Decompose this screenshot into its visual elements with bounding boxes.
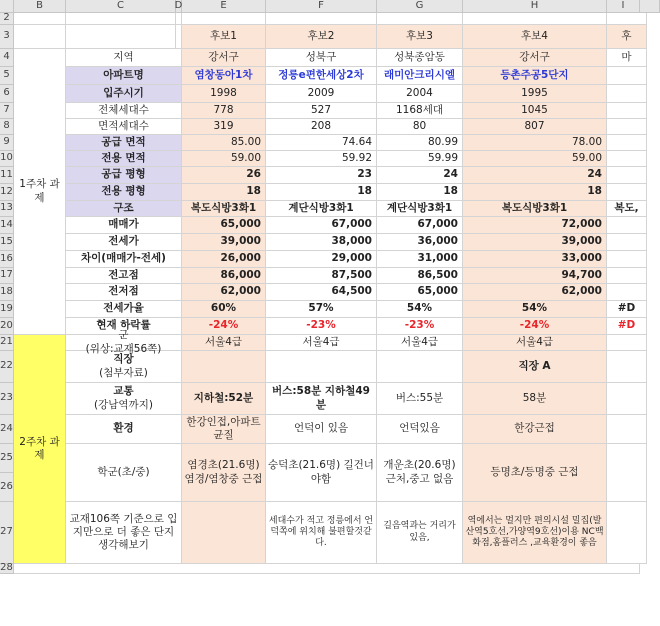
row-header-9[interactable]: 9 xyxy=(0,135,14,151)
value-env-3[interactable]: 언덕있음 xyxy=(377,415,463,444)
row-header-8[interactable]: 8 xyxy=(0,119,14,135)
value-region-2[interactable]: 성북구 xyxy=(266,49,377,67)
value-area-units-1[interactable]: 319 xyxy=(182,119,266,135)
label-diff: 차이(매매가-전세) xyxy=(66,251,182,268)
label-env xyxy=(66,415,182,444)
value-exclusive-pyeong-3[interactable]: 18 xyxy=(377,184,463,201)
row-header-15[interactable]: 15 xyxy=(0,234,14,251)
label-exclusive-area: 전용 면적 xyxy=(66,151,182,167)
value-structure-4[interactable]: 복도식방3화1 xyxy=(463,201,607,217)
value-gun-2[interactable]: 서울4급 xyxy=(266,335,377,351)
value-high-2[interactable]: 87,500 xyxy=(266,268,377,284)
value-drop-rate-1[interactable]: -24% xyxy=(182,318,266,335)
label-jeonse-ratio: 전세가율 xyxy=(66,301,182,318)
value-sale-price-5[interactable] xyxy=(607,217,647,234)
value-region-3[interactable]: 성북종암동 xyxy=(377,49,463,67)
value-low-3[interactable]: 65,000 xyxy=(377,284,463,301)
label-move-in: 입주시기 xyxy=(66,85,182,103)
value-total-units-1[interactable]: 778 xyxy=(182,103,266,119)
value-supply-pyeong-3[interactable]: 24 xyxy=(377,167,463,184)
row-header-25[interactable]: 25 xyxy=(0,444,14,473)
label-structure: 구조 xyxy=(66,201,182,217)
value-jeonse-ratio-4[interactable]: 54% xyxy=(463,301,607,318)
column-header-j[interactable] xyxy=(640,0,660,13)
empty-cell xyxy=(66,25,176,49)
label-traffic-text: 교통 xyxy=(113,385,134,398)
candidate-header-4: 후보4 xyxy=(463,25,607,49)
row-header-23[interactable]: 23 xyxy=(0,383,14,415)
row-header-7[interactable]: 7 xyxy=(0,103,14,119)
label-gun xyxy=(66,329,182,355)
empty-cell xyxy=(266,13,377,25)
value-note-2[interactable]: 세대수가 적고 정릉에서 언덕쪽에 위치해 불편할것같다. xyxy=(266,502,377,564)
value-supply-area-5[interactable] xyxy=(607,135,647,151)
value-diff-5[interactable] xyxy=(607,251,647,268)
value-gun-4[interactable]: 서울4급 xyxy=(463,335,607,351)
value-total-units-5[interactable] xyxy=(607,103,647,119)
label-supply-pyeong: 공급 평형 xyxy=(66,167,182,184)
label-sale-price: 매매가 xyxy=(66,217,182,234)
column-header-f[interactable]: F xyxy=(266,0,377,13)
value-exclusive-area-5[interactable] xyxy=(607,151,647,167)
value-area-units-4[interactable]: 807 xyxy=(463,119,607,135)
value-school-2[interactable]: 숭덕초(21.6명) 길건너야함 xyxy=(266,444,377,502)
value-traffic-4[interactable]: 58분 xyxy=(463,383,607,415)
label-job-text: 직장 xyxy=(113,353,134,366)
label-apt-name: 아파트명 xyxy=(66,67,182,85)
value-structure-5[interactable]: 복도, xyxy=(607,201,647,217)
label-supply-area: 공급 면적 xyxy=(66,135,182,151)
value-drop-rate-5[interactable]: #D xyxy=(607,318,647,335)
value-note-4[interactable]: 역에서는 멀지만 편의시설 밀집(발산역5호선,가양역9호선)이용 NC백화점,홈플러스 ,교육환경이 좋음 xyxy=(463,502,607,564)
label-total-units: 전체세대수 xyxy=(66,103,182,119)
label-job xyxy=(66,351,182,383)
value-jeonse-price-2[interactable]: 38,000 xyxy=(266,234,377,251)
row-header-26[interactable]: 26 xyxy=(0,473,14,502)
value-structure-2[interactable]: 계단식방3화1 xyxy=(266,201,377,217)
value-jeonse-price-3[interactable]: 36,000 xyxy=(377,234,463,251)
value-note-1[interactable] xyxy=(182,502,266,564)
empty-cell xyxy=(176,25,182,49)
empty-cell xyxy=(14,13,66,25)
value-note-5[interactable] xyxy=(607,502,647,564)
candidate-header-5: 후 xyxy=(607,25,647,49)
row-header-28[interactable]: 28 xyxy=(0,562,13,574)
value-jeonse-price-1[interactable]: 39,000 xyxy=(182,234,266,251)
label-high: 전고점 xyxy=(66,268,182,284)
value-supply-area-2[interactable]: 74.64 xyxy=(266,135,377,151)
value-diff-4[interactable]: 33,000 xyxy=(463,251,607,268)
value-total-units-2[interactable]: 527 xyxy=(266,103,377,119)
row-header-20[interactable]: 20 xyxy=(0,318,14,335)
row-header-22[interactable]: 22 xyxy=(0,351,14,383)
row-header-2[interactable]: 2 xyxy=(0,13,14,25)
empty-cell xyxy=(182,13,266,25)
value-drop-rate-2[interactable]: -23% xyxy=(266,318,377,335)
value-school-1[interactable]: 염경초(21.6명) 염경/염창중 근접 xyxy=(182,444,266,502)
value-traffic-5[interactable] xyxy=(607,383,647,415)
value-env-2[interactable]: 언덕이 있음 xyxy=(266,415,377,444)
value-supply-pyeong-5[interactable] xyxy=(607,167,647,184)
value-job-1[interactable] xyxy=(182,351,266,383)
row-header-19[interactable]: 19 xyxy=(0,301,14,318)
value-total-units-3[interactable]: 1168세대 xyxy=(377,103,463,119)
value-diff-2[interactable]: 29,000 xyxy=(266,251,377,268)
label-region: 지역 xyxy=(66,49,182,67)
value-apt-name-4[interactable]: 등촌주공5단지 xyxy=(463,67,607,85)
label-gun-subtext: (위상:교재56쪽) xyxy=(85,342,162,355)
value-sale-price-4[interactable]: 72,000 xyxy=(463,217,607,234)
value-traffic-2[interactable]: 버스:58분 지하철49분 xyxy=(266,383,377,415)
value-exclusive-pyeong-2[interactable]: 18 xyxy=(266,184,377,201)
value-exclusive-area-4[interactable]: 59.00 xyxy=(463,151,607,167)
value-move-in-1[interactable]: 1998 xyxy=(182,85,266,103)
value-traffic-1[interactable]: 지하철:52분 xyxy=(182,383,266,415)
value-job-5[interactable] xyxy=(607,351,647,383)
value-jeonse-ratio-1[interactable]: 60% xyxy=(182,301,266,318)
value-high-4[interactable]: 94,700 xyxy=(463,268,607,284)
column-header-c[interactable]: C xyxy=(66,0,176,13)
value-apt-name-1[interactable]: 염창동아1차 xyxy=(182,67,266,85)
value-gun-5[interactable] xyxy=(607,335,647,351)
label-note xyxy=(66,502,182,564)
row-header-14[interactable]: 14 xyxy=(0,217,14,234)
value-move-in-2[interactable]: 2009 xyxy=(266,85,377,103)
value-jeonse-ratio-2[interactable]: 57% xyxy=(266,301,377,318)
value-env-1[interactable]: 한강인접,아파트 균질 xyxy=(182,415,266,444)
row-header-27[interactable]: 27 xyxy=(0,502,14,564)
label-low: 전저점 xyxy=(66,284,182,301)
value-move-in-5[interactable] xyxy=(607,85,647,103)
column-header-d[interactable]: D xyxy=(176,0,182,13)
value-region-1[interactable]: 강서구 xyxy=(182,49,266,67)
value-exclusive-pyeong-5[interactable] xyxy=(607,184,647,201)
value-apt-name-5[interactable] xyxy=(607,67,647,85)
value-job-2[interactable] xyxy=(266,351,377,383)
candidate-header-2: 후보2 xyxy=(266,25,377,49)
row-header-10[interactable]: 10 xyxy=(0,151,14,167)
value-low-4[interactable]: 62,000 xyxy=(463,284,607,301)
value-supply-area-3[interactable]: 80.99 xyxy=(377,135,463,151)
value-high-3[interactable]: 86,500 xyxy=(377,268,463,284)
value-drop-rate-4[interactable]: -24% xyxy=(463,318,607,335)
row-header-24[interactable]: 24 xyxy=(0,415,14,444)
value-jeonse-price-4[interactable]: 39,000 xyxy=(463,234,607,251)
value-move-in-3[interactable]: 2004 xyxy=(377,85,463,103)
value-supply-area-1[interactable]: 85.00 xyxy=(182,135,266,151)
value-jeonse-ratio-3[interactable]: 54% xyxy=(377,301,463,318)
label-note-text: 교재106쪽 기준으로 입지만으로 더 좋은 단지 생각해보기 xyxy=(69,512,178,552)
label-env-text: 환경 xyxy=(113,422,134,435)
value-supply-pyeong-2[interactable]: 23 xyxy=(266,167,377,184)
column-header-h[interactable]: H xyxy=(463,0,607,13)
row-header-6[interactable]: 6 xyxy=(0,85,14,103)
value-job-4[interactable]: 직장 A xyxy=(463,351,607,383)
row-header-5[interactable]: 5 xyxy=(0,67,14,85)
value-school-5[interactable] xyxy=(607,444,647,502)
value-move-in-4[interactable]: 1995 xyxy=(463,85,607,103)
value-sale-price-1[interactable]: 65,000 xyxy=(182,217,266,234)
value-exclusive-pyeong-1[interactable]: 18 xyxy=(182,184,266,201)
value-total-units-4[interactable]: 1045 xyxy=(463,103,607,119)
value-region-5[interactable]: 마 xyxy=(607,49,647,67)
row-header-21[interactable]: 21 xyxy=(0,335,14,351)
value-area-units-5[interactable] xyxy=(607,119,647,135)
value-job-3[interactable] xyxy=(377,351,463,383)
value-sale-price-3[interactable]: 67,000 xyxy=(377,217,463,234)
candidate-header-1: 후보1 xyxy=(182,25,266,49)
row-header-17[interactable]: 17 xyxy=(0,268,14,284)
empty-cell xyxy=(377,13,463,25)
value-exclusive-area-1[interactable]: 59.00 xyxy=(182,151,266,167)
column-header-e[interactable]: E xyxy=(182,0,266,13)
column-header-g[interactable]: G xyxy=(377,0,463,13)
empty-cell xyxy=(607,13,647,25)
value-jeonse-price-5[interactable] xyxy=(607,234,647,251)
value-school-4[interactable]: 등명초/등명중 근접 xyxy=(463,444,607,502)
value-school-3[interactable]: 개운초(20.6명) 근처,중고 없음 xyxy=(377,444,463,502)
column-header-b[interactable]: B xyxy=(14,0,66,13)
row-header-16[interactable]: 16 xyxy=(0,251,14,268)
empty-cell xyxy=(463,13,607,25)
label-jeonse-price: 전세가 xyxy=(66,234,182,251)
select-all-corner[interactable] xyxy=(0,0,14,13)
label-gun-text: 군 xyxy=(118,329,129,342)
value-low-2[interactable]: 64,500 xyxy=(266,284,377,301)
value-apt-name-2[interactable]: 정릉e편한세상2차 xyxy=(266,67,377,85)
value-traffic-3[interactable]: 버스:55분 xyxy=(377,383,463,415)
value-gun-1[interactable]: 서울4급 xyxy=(182,335,266,351)
label-job-subtext: (첨부자료) xyxy=(99,366,148,379)
value-low-1[interactable]: 62,000 xyxy=(182,284,266,301)
week1-section-label: 1주차 과제 xyxy=(14,49,66,335)
row-header-4[interactable]: 4 xyxy=(0,49,14,67)
value-high-5[interactable] xyxy=(607,268,647,284)
label-school-text: 학군(초/중) xyxy=(97,465,150,478)
value-diff-1[interactable]: 26,000 xyxy=(182,251,266,268)
value-drop-rate-3[interactable]: -23% xyxy=(377,318,463,335)
label-area-units: 면적세대수 xyxy=(66,119,182,135)
value-env-5[interactable] xyxy=(607,415,647,444)
value-supply-area-4[interactable]: 78.00 xyxy=(463,135,607,151)
value-jeonse-ratio-5[interactable]: #D xyxy=(607,301,647,318)
value-structure-1[interactable]: 복도식방3화1 xyxy=(182,201,266,217)
empty-cell xyxy=(14,25,66,49)
value-structure-3[interactable]: 계단식방3화1 xyxy=(377,201,463,217)
value-gun-3[interactable]: 서울4급 xyxy=(377,335,463,351)
value-region-4[interactable]: 강서구 xyxy=(463,49,607,67)
value-area-units-3[interactable]: 80 xyxy=(377,119,463,135)
row-header-12[interactable]: 12 xyxy=(0,184,14,201)
label-school xyxy=(66,444,182,502)
value-exclusive-area-3[interactable]: 59.99 xyxy=(377,151,463,167)
empty-cell xyxy=(14,564,640,574)
empty-cell xyxy=(66,13,176,25)
value-low-5[interactable] xyxy=(607,284,647,301)
label-exclusive-pyeong: 전용 평형 xyxy=(66,184,182,201)
label-traffic xyxy=(66,383,182,415)
row-header-13[interactable]: 13 xyxy=(0,201,14,217)
value-area-units-2[interactable]: 208 xyxy=(266,119,377,135)
value-exclusive-pyeong-4[interactable]: 18 xyxy=(463,184,607,201)
row-header-3[interactable]: 3 xyxy=(0,25,14,49)
value-diff-3[interactable]: 31,000 xyxy=(377,251,463,268)
value-high-1[interactable]: 86,000 xyxy=(182,268,266,284)
value-supply-pyeong-4[interactable]: 24 xyxy=(463,167,607,184)
value-exclusive-area-2[interactable]: 59.92 xyxy=(266,151,377,167)
row-header-11[interactable]: 11 xyxy=(0,167,14,184)
label-drop-rate: 현재 하락률 xyxy=(66,318,182,335)
week2-section-label: 2주차 과제 xyxy=(14,335,66,564)
column-header-i[interactable]: I xyxy=(607,0,640,13)
value-supply-pyeong-1[interactable]: 26 xyxy=(182,167,266,184)
value-sale-price-2[interactable]: 67,000 xyxy=(266,217,377,234)
value-note-3[interactable]: 길음역과는 거리가 있음, xyxy=(377,502,463,564)
value-env-4[interactable]: 한강근접 xyxy=(463,415,607,444)
candidate-header-3: 후보3 xyxy=(377,25,463,49)
value-apt-name-3[interactable]: 래미안크리시엘 xyxy=(377,67,463,85)
label-traffic-subtext: (강남역까지) xyxy=(94,398,153,411)
row-header-18[interactable]: 18 xyxy=(0,284,14,301)
